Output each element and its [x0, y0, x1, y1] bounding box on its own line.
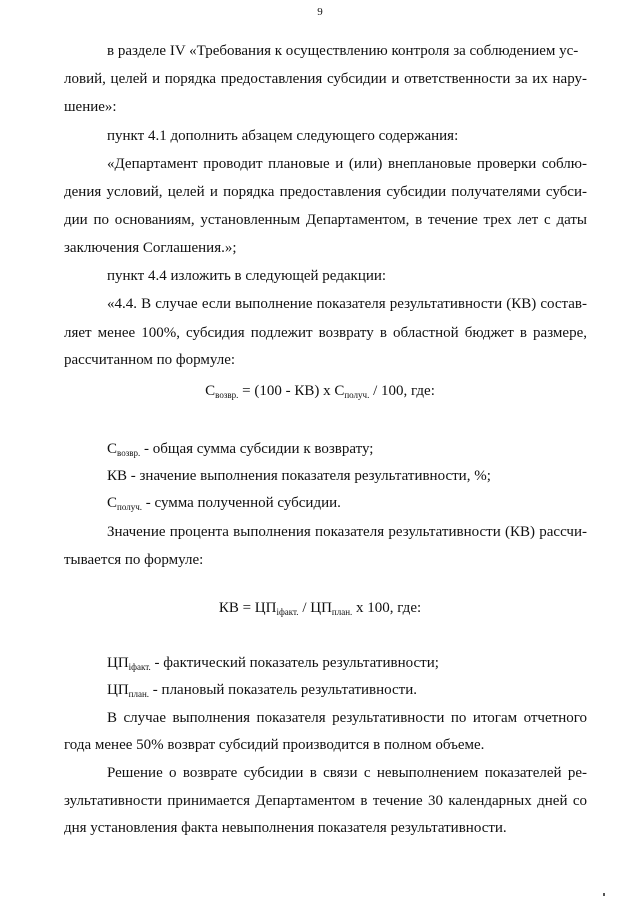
formula-text: КВ = ЦП [218, 600, 277, 616]
text-line: года менее 50% возврат субсидий производится в полном объеме. [64, 737, 485, 753]
text-line: дня установления факта невыполнения показателя результативности. [64, 820, 507, 836]
formula-subscript: получ. [344, 390, 370, 400]
text-line: дии по основаниям, установленным Департаментом, в течение трех лет с даты [64, 212, 587, 228]
text-line: пункт 4.4 изложить в следующей редакции: [107, 268, 387, 284]
text-line: ляет менее 100%, субсидия подлежит возврату в областной бюджет в размере, [64, 325, 587, 341]
text-line: зультативности принимается Департаментом в течение 30 календарных дней со [64, 793, 587, 809]
definition-symbol: С [107, 441, 118, 457]
scan-mark [603, 893, 605, 896]
text-line: «4.4. В случае если выполнение показателя результативности (КВ) состав- [107, 296, 587, 312]
formula-symbol: С [205, 383, 216, 399]
text-line: ловий, целей и порядка предоставления субсидии и ответственности за их нару- [64, 71, 587, 87]
text-line: Решение о возврате субсидии в связи с невыполнением показателей ре- [107, 765, 587, 781]
text-line: шение»: [64, 99, 117, 115]
definition-line [107, 681, 417, 699]
text-line: в разделе IV «Требования к осуществлению контроля за соблюдением ус- [107, 43, 579, 59]
definition-subscript: iфакт. [128, 662, 151, 672]
formula-return-amount [0, 383, 640, 400]
text-line: дения условий, целей и порядка предоставления субсидии получателями субси- [64, 184, 587, 200]
formula-text: х 100, где: [352, 600, 422, 616]
text-line: пункт 4.1 дополнить абзацем следующего содержания: [107, 128, 459, 144]
formula-text: / 100, где: [369, 383, 435, 399]
formula-text: = (100 - КВ) х С [238, 383, 345, 399]
definition-text: - общая сумма субсидии к возврату; [140, 441, 374, 457]
definition-line [107, 494, 341, 512]
text-line: Значение процента выполнения показателя результативности (КВ) рассчи- [107, 524, 587, 540]
text-line: «Департамент проводит плановые и (или) внеплановые проверки соблю- [107, 156, 587, 172]
formula-subscript: план. [331, 607, 353, 617]
formula-kv [0, 600, 640, 617]
definition-symbol: ЦП [107, 655, 129, 671]
formula-subscript: iфакт. [276, 607, 299, 617]
definition-text: - фактический показатель результативности; [150, 655, 439, 671]
text-line: тывается по формуле: [64, 552, 204, 568]
definition-text: - плановый показатель результативности. [149, 682, 418, 698]
text-line: рассчитанном по формуле: [64, 352, 236, 368]
definition-line [107, 654, 439, 672]
definition-line: КВ - значение выполнения показателя результативности, %; [107, 468, 491, 484]
definition-line [107, 440, 373, 458]
definition-subscript: возвр. [117, 448, 141, 458]
formula-subscript: возвр. [215, 390, 239, 400]
page-number: 9 [317, 6, 323, 18]
text-line: заключения Соглашения.»; [64, 240, 237, 256]
definition-symbol: С [107, 495, 118, 511]
formula-text: / ЦП [298, 600, 332, 616]
text-line: В случае выполнения показателя результативности по итогам отчетного [107, 710, 587, 726]
definition-subscript: получ. [117, 502, 142, 512]
definition-symbol: ЦП [107, 682, 129, 698]
definition-text: - сумма полученной субсидии. [141, 495, 341, 511]
definition-subscript: план. [128, 689, 150, 699]
